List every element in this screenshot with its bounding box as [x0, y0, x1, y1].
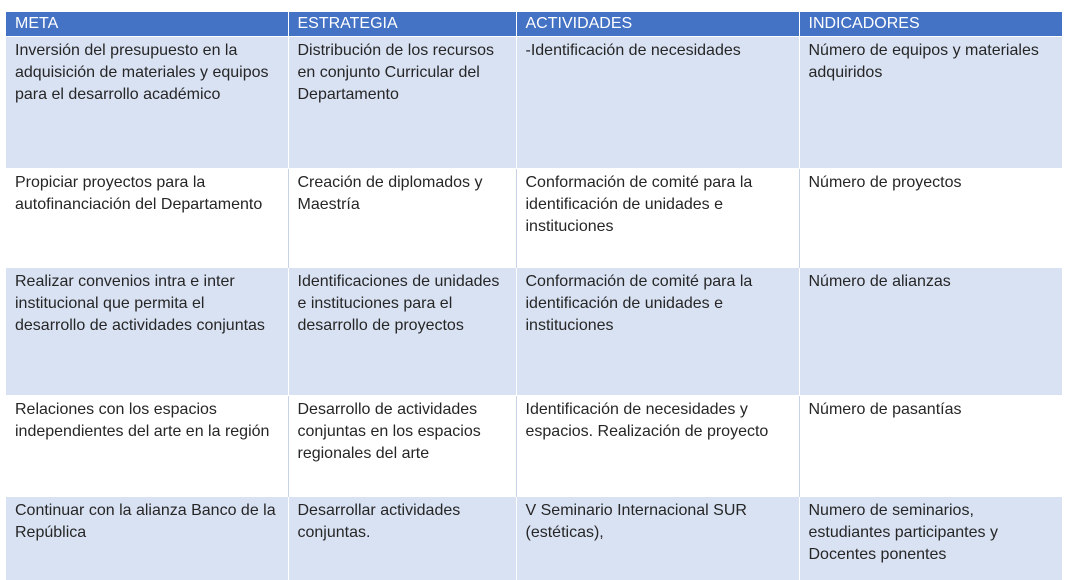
cell-estrategia: Identificaciones de unidades e instituciones para el desarrollo de proyectos [288, 268, 516, 396]
header-indicadores: INDICADORES [799, 12, 1062, 37]
header-row [6, 12, 1062, 37]
header-actividades: ACTIVIDADES [516, 12, 799, 37]
table-row [6, 37, 1062, 169]
cell-estrategia: Desarrollar actividades conjuntas. [288, 497, 516, 580]
table-row [6, 396, 1062, 497]
cell-meta: Continuar con la alianza Banco de la República [6, 497, 288, 580]
cell-meta: Propiciar proyectos para la autofinanciación del Departamento [6, 169, 288, 268]
plan-table [6, 12, 1062, 580]
table-row [6, 268, 1062, 396]
cell-estrategia: Desarrollo de actividades conjuntas en los espacios regionales del arte [288, 396, 516, 497]
cell-indicadores: Número de proyectos [799, 169, 1062, 268]
cell-indicadores: Numero de seminarios, estudiantes participantes y Docentes ponentes [799, 497, 1062, 580]
cell-estrategia: Creación de diplomados y Maestría [288, 169, 516, 268]
header-meta: META [6, 12, 288, 37]
cell-actividades: Identificación de necesidades y espacios. Realización de proyecto [516, 396, 799, 497]
cell-actividades: V Seminario Internacional SUR (estéticas), [516, 497, 799, 580]
cell-meta: Inversión del presupuesto en la adquisición de materiales y equipos para el desarrollo académico [6, 37, 288, 169]
cell-meta: Realizar convenios intra e inter institucional que permita el desarrollo de actividades conjuntas [6, 268, 288, 396]
cell-actividades: Conformación de comité para la identificación de unidades e instituciones [516, 169, 799, 268]
cell-indicadores: Número de equipos y materiales adquiridos [799, 37, 1062, 169]
cell-estrategia: Distribución de los recursos en conjunto Curricular del Departamento [288, 37, 516, 169]
cell-actividades: Conformación de comité para la identificación de unidades e instituciones [516, 268, 799, 396]
cell-meta: Relaciones con los espacios independientes del arte en la región [6, 396, 288, 497]
cell-actividades: -Identificación de necesidades [516, 37, 799, 169]
cell-indicadores: Número de alianzas [799, 268, 1062, 396]
table-row [6, 497, 1062, 580]
table-row [6, 169, 1062, 268]
header-estrategia: ESTRATEGIA [288, 12, 516, 37]
cell-indicadores: Número de pasantías [799, 396, 1062, 497]
